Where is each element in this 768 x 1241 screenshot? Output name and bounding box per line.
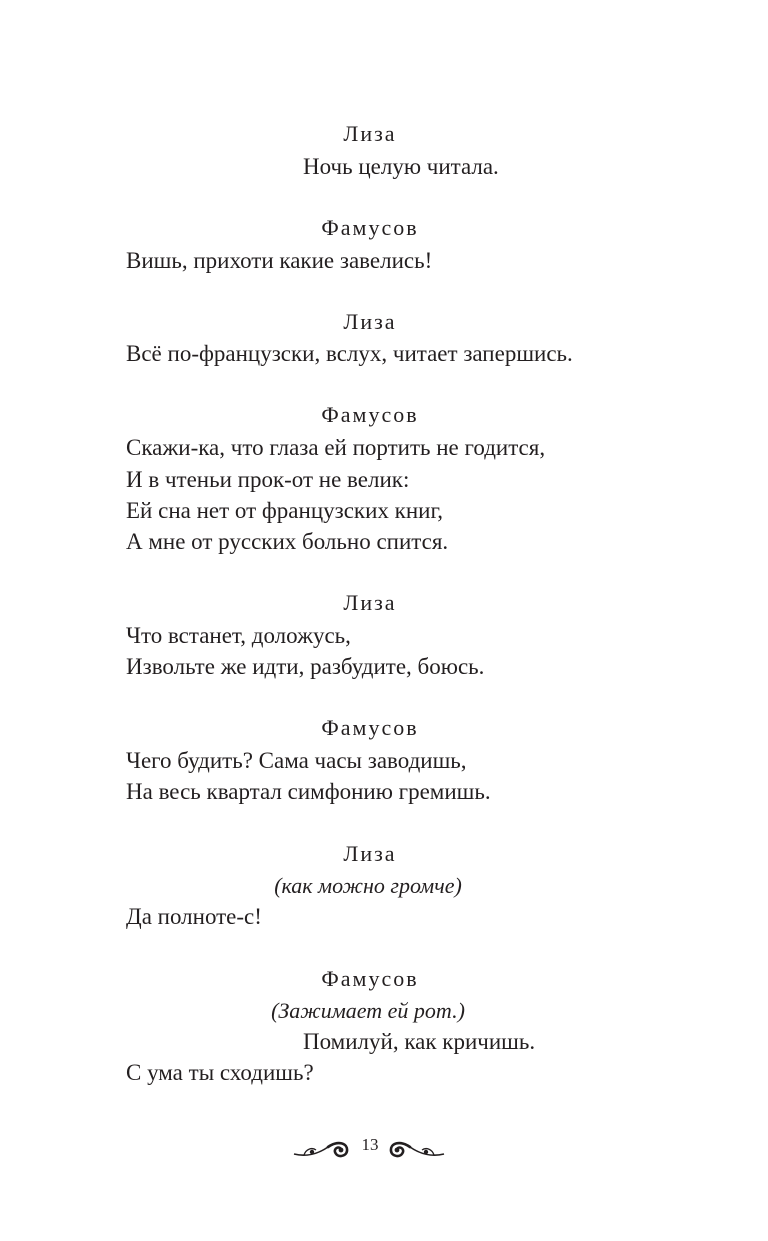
- verse-line: Ей сна нет от французских книг,: [126, 498, 444, 523]
- page-number: 13: [361, 1135, 379, 1154]
- speaker-name: Фамусов: [321, 215, 419, 240]
- verse-line: Да полноте-с!: [126, 904, 262, 929]
- verse-line: А мне от русских больно спится.: [126, 529, 449, 554]
- speaker-name: Лиза: [343, 309, 397, 334]
- speaker-name: Лиза: [343, 590, 397, 615]
- verse-line: Извольте же идти, разбудите, боюсь.: [126, 654, 485, 679]
- verse-line: Скажи-ка, что глаза ей портить не годится,: [126, 435, 546, 460]
- verse-line: Вишь, прихоти какие завелись!: [126, 248, 433, 273]
- speaker-name: Лиза: [343, 121, 397, 146]
- verse-line: С ума ты сходишь?: [126, 1060, 314, 1085]
- verse-line: Чего будить? Сама часы заводишь,: [126, 748, 467, 773]
- verse-line: Ночь целую читала.: [303, 154, 499, 179]
- speaker-name: Лиза: [343, 841, 397, 866]
- verse-line: Что встанет, доложусь,: [126, 623, 351, 648]
- speaker-name: Фамусов: [321, 402, 419, 427]
- page-footer: [0, 1130, 740, 1164]
- stage-direction: (как можно громче): [274, 873, 462, 898]
- speaker-name: Фамусов: [321, 715, 419, 740]
- stage-direction: (Зажимает ей рот.): [271, 998, 465, 1023]
- speaker-name: Фамусов: [321, 966, 419, 991]
- verse-line: Всё по-французски, вслух, читает запершись.: [126, 341, 573, 366]
- verse-line: Помилуй, как кричишь.: [303, 1029, 536, 1054]
- scroll-ornament-icon: [386, 1130, 446, 1162]
- verse-line: И в чтеньи прок-от не велик:: [126, 467, 410, 492]
- verse-line: На весь квартал симфонию гремишь.: [126, 779, 491, 804]
- scroll-ornament-icon: [292, 1130, 352, 1162]
